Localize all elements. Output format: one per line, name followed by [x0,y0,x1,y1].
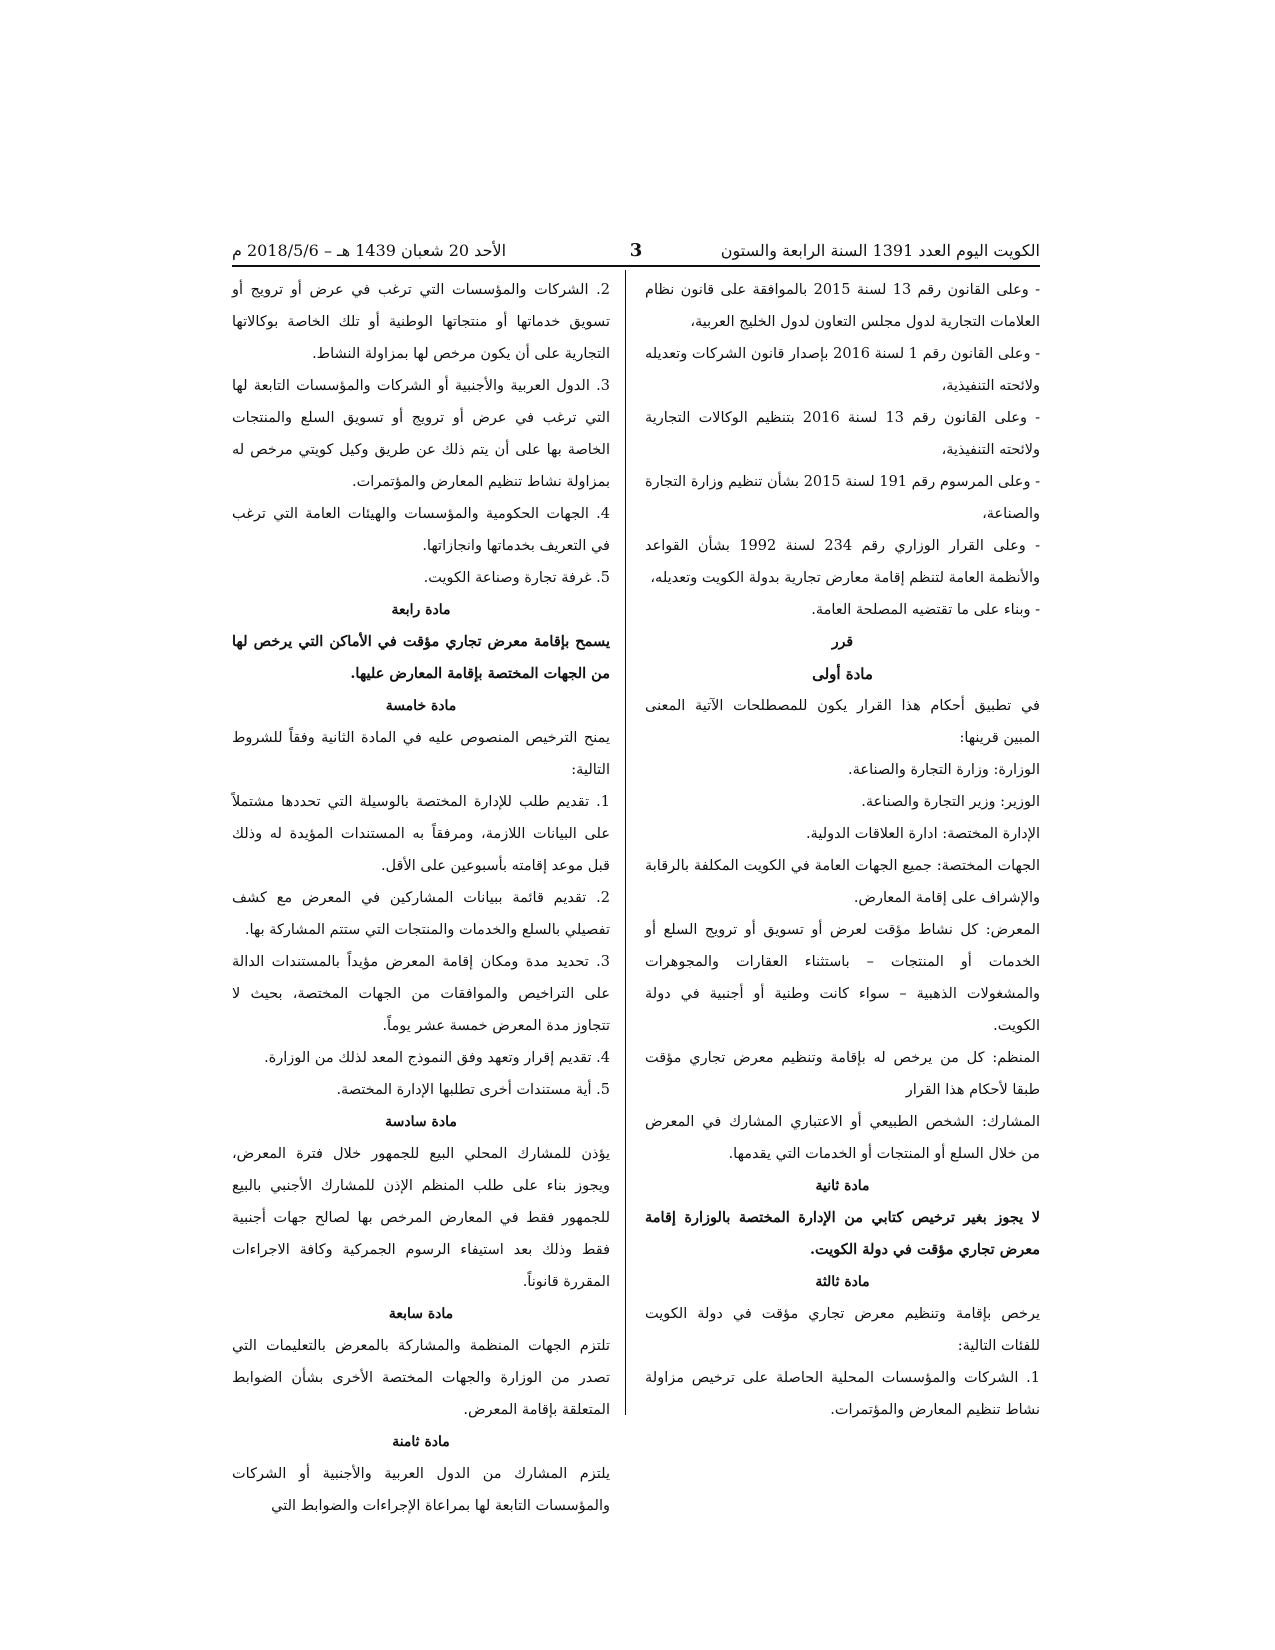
paragraph: يمنح الترخيص المنصوص عليه في المادة الثانية وفقاً للشروط التالية: [232,730,610,778]
article-heading: مادة سابعة [388,1306,454,1322]
page-header [232,238,1040,264]
paragraph: 2. الشركات والمؤسسات التي ترغب في عرض أو ترويج أو تسويق خدماتها أو منتجاتها الوطنية أو تلك الخاصة بوكالاتها التجارية على أن يكون مرخص لها بمزاولة النشاط. [232,282,610,362]
paragraph: 5. أية مستندات أخرى تطلبها الإدارة المختصة. [336,1082,610,1098]
column-divider [625,270,626,1415]
article-heading: مادة رابعة [391,602,451,618]
paragraph: - وعلى القانون رقم 1 لسنة 2016 بإصدار قانون الشركات وتعديله ولائحته التنفيذية، [645,346,1040,394]
paragraph: تلتزم الجهات المنظمة والمشاركة بالمعرض بالتعليمات التي تصدر من الوزارة والجهات المختصة الأخرى بشأن الضوابط المتعلقة بإقامة المعرض. [232,1338,610,1418]
paragraph: - وعلى المرسوم رقم 191 لسنة 2015 بشأن تنظيم وزارة التجارة والصناعة، [645,474,1040,522]
article-heading: مادة ثامنة [392,1434,450,1450]
paragraph: 3. الدول العربية والأجنبية أو الشركات والمؤسسات التابعة لها التي ترغب في عرض أو ترويج أو تسويق السلع والمنتجات الخاصة بها على أن يتم ذلك عن طريق وكيل كويتي مرخص له بمزاولة نشاط تنظيم المعارض والمؤتمرات. [232,378,610,490]
paragraph: الإدارة المختصة: ادارة العلاقات الدولية. [805,826,1040,842]
paragraph: المنظم: كل من يرخص له بإقامة وتنظيم معرض تجاري مؤقت طبقا لأحكام هذا القرار [645,1050,1040,1098]
paragraph: الوزير: وزير التجارة والصناعة. [861,794,1040,810]
paragraph: في تطبيق أحكام هذا القرار يكون للمصطلحات الآتية المعنى المبين قرينها: [645,698,1040,746]
paragraph: - وعلى القانون رقم 13 لسنة 2016 بتنظيم الوكالات التجارية ولائحته التنفيذية، [645,410,1040,458]
paragraph: 4. تقديم إقرار وتعهد وفق النموذج المعد لذلك من الوزارة. [264,1050,610,1066]
paragraph: المشارك: الشخص الطبيعي أو الاعتباري المشارك في المعرض من خلال السلع أو المنتجات أو الخدمات التي يقدمها. [645,1114,1040,1162]
paragraph: يسمح بإقامة معرض تجاري مؤقت في الأماكن التي يرخص لها من الجهات المختصة بإقامة المعارض عليها. [232,633,610,682]
paragraph: يؤذن للمشارك المحلي البيع للجمهور خلال فترة المعرض، ويجوز بناء على طلب المنظم الإذن للمشارك الأجنبي بالبيع للجمهور فقط في المعارض المرخص بها لصالح جهات أجنبية فقط وذلك بعد استيفاء الرسوم الجمركية وكافة الاجراءات المقررة قانوناً. [232,1146,610,1290]
article-heading: مادة سادسة [385,1114,457,1130]
paragraph: المعرض: كل نشاط مؤقت لعرض أو تسويق أو ترويج السلع أو الخدمات أو المنتجات – باستثناء العقارات والمجوهرات والمشغولات الذهبية – سواء كانت وطنية أو أجنبية في دولة الكويت. [645,922,1040,1034]
header-divider [232,265,1040,267]
paragraph: الجهات المختصة: جميع الجهات العامة في الكويت المكلفة بالرقابة والإشراف على إقامة المعارض. [645,858,1040,906]
paragraph: 3. تحديد مدة ومكان إقامة المعرض مؤيداً بالمستندات الدالة على التراخيص والموافقات من الجهات المختصة، بحيث لا تتجاوز مدة المعرض خمسة عشر يوماً. [232,954,610,1034]
paragraph: 4. الجهات الحكومية والمؤسسات والهيئات العامة التي ترغب في التعريف بخدماتها وانجازاتها. [232,506,610,554]
paragraph: يرخص بإقامة وتنظيم معرض تجاري مؤقت في دولة الكويت للفئات التالية: [645,1306,1040,1354]
article-heading: قرر [831,634,854,650]
page-number: 3 [629,240,643,261]
paragraph: 1. الشركات والمؤسسات المحلية الحاصلة على ترخيص مزاولة نشاط تنظيم المعارض والمؤتمرات. [645,1370,1040,1418]
article-heading: مادة أولى [812,665,873,683]
right-column [645,274,1040,1426]
paragraph: الوزارة: وزارة التجارة والصناعة. [848,762,1040,778]
gazette-issue-info: الكويت اليوم العدد 1391 السنة الرابعة والستون [720,241,1040,260]
paragraph: - وبناء على ما تقتضيه المصلحة العامة. [811,602,1040,618]
paragraph: - وعلى القرار الوزاري رقم 234 لسنة 1992 بشأن القواعد والأنظمة العامة لتنظم إقامة معارض تجارية بدولة الكويت وتعديله، [645,538,1040,586]
paragraph: لا يجوز بغير ترخيص كتابي من الإدارة المختصة بالوزارة إقامة معرض تجاري مؤقت في دولة الكويت. [645,1209,1040,1258]
article-heading: مادة ثالثة [815,1274,870,1290]
left-column [232,274,610,1522]
issue-date: الأحد 20 شعبان 1439 هـ – 2018/5/6 م [232,241,507,260]
paragraph: 2. تقديم قائمة ببيانات المشاركين في المعرض مع كشف تفصيلي بالسلع والخدمات والمنتجات التي ستتم المشاركة بها. [232,890,610,938]
article-heading: مادة خامسة [385,698,457,714]
article-heading: مادة ثانية [815,1178,870,1194]
paragraph: 5. غرفة تجارة وصناعة الكويت. [423,570,610,586]
paragraph: - وعلى القانون رقم 13 لسنة 2015 بالموافقة على قانون نظام العلامات التجارية لدول مجلس التعاون لدول الخليج العربية، [645,282,1040,330]
paragraph: يلتزم المشارك من الدول العربية والأجنبية أو الشركات والمؤسسات التابعة لها بمراعاة الإجراءات والضوابط التي [232,1466,610,1514]
paragraph: 1. تقديم طلب للإدارة المختصة بالوسيلة التي تحددها مشتملاً على البيانات اللازمة، ومرفقاً به المستندات المؤيدة له وذلك قبل موعد إقامته بأسبوعين على الأقل. [232,794,610,874]
